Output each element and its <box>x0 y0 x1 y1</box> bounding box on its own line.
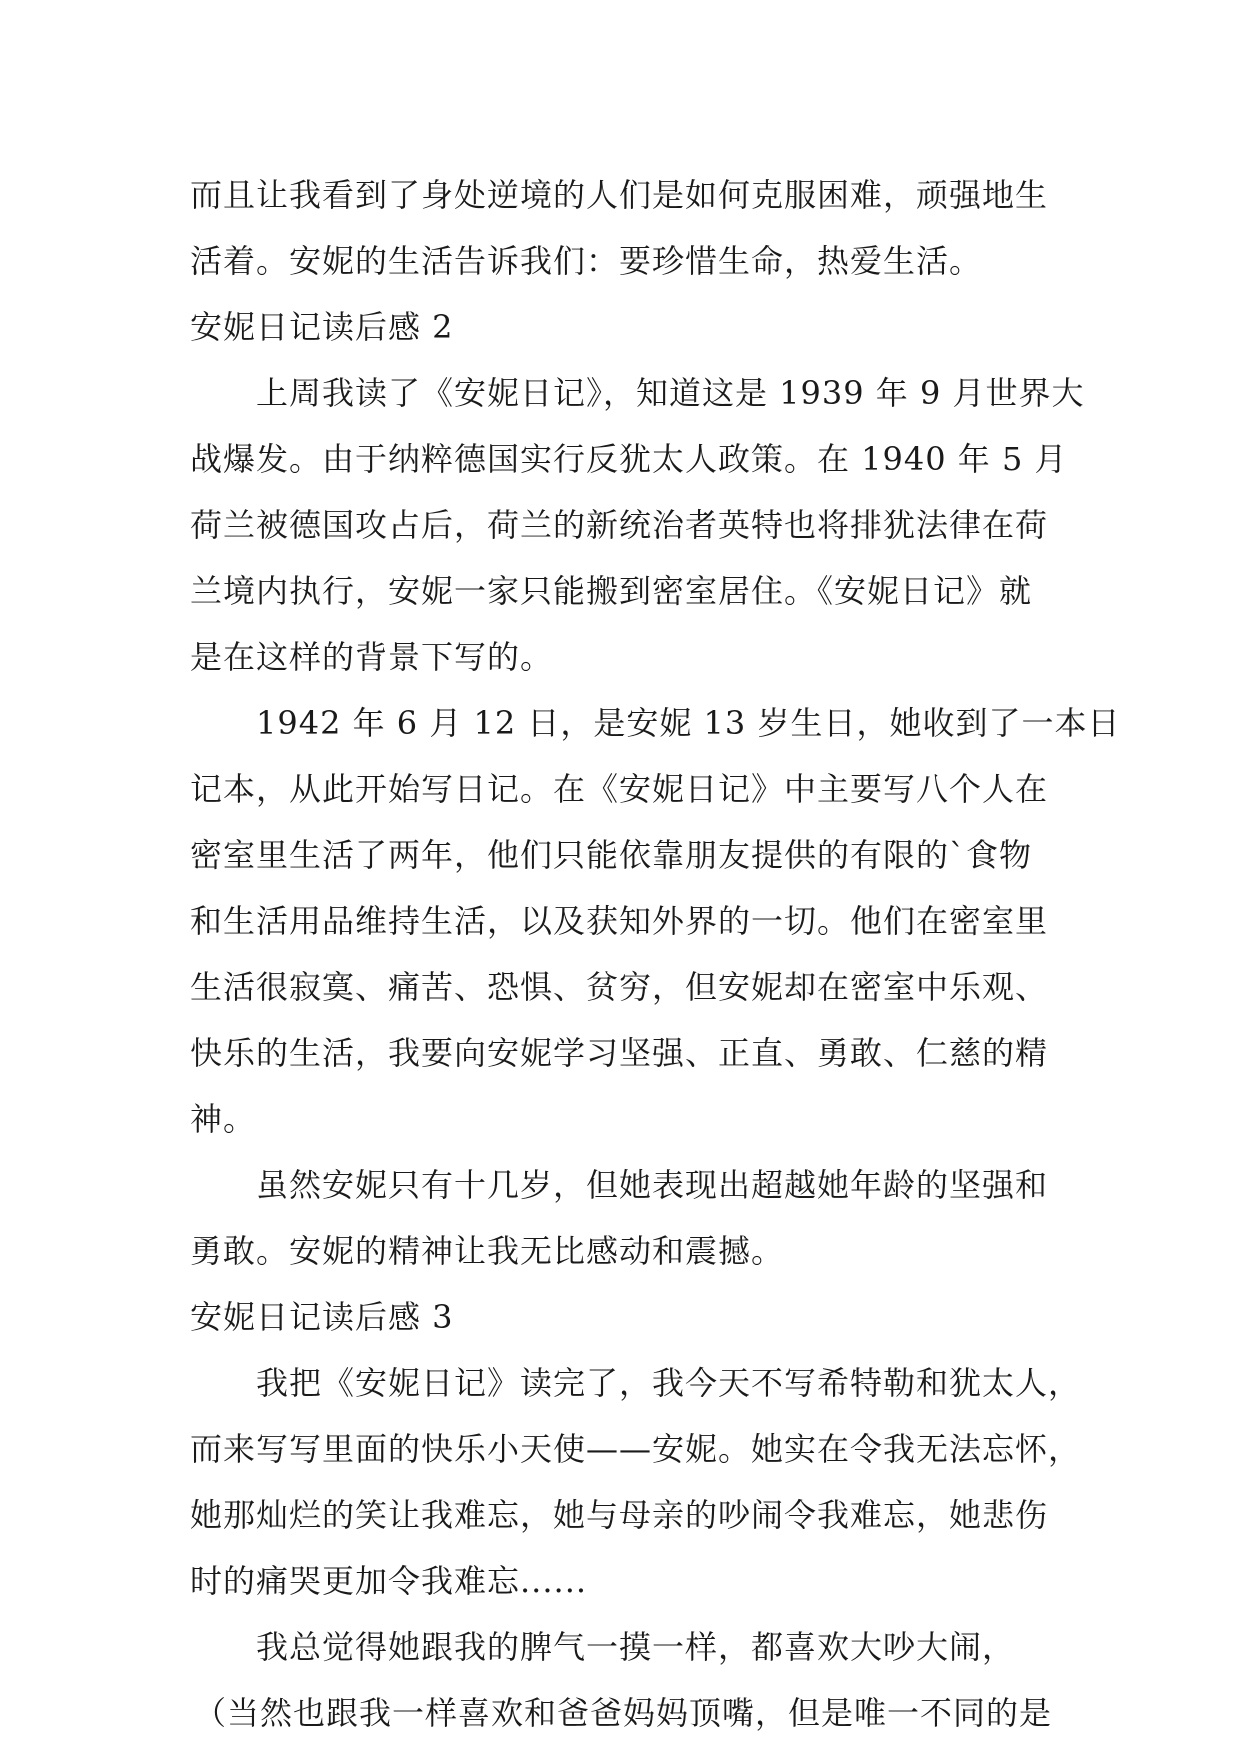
section-heading: 安妮日记读后感 3 <box>190 1298 454 1336</box>
paragraph-line: 我把《安妮日记》读完了，我今天不写希特勒和犹太人， <box>256 1364 1082 1402</box>
paragraph-line: 1942 年 6 月 12 日，是安妮 13 岁生日，她收到了一本日 <box>256 704 1121 742</box>
paragraph-line: 虽然安妮只有十几岁，但她表现出超越她年龄的坚强和 <box>256 1166 1049 1204</box>
paragraph-line: 神。 <box>190 1100 257 1138</box>
paragraph-line: 她那灿烂的笑让我难忘，她与母亲的吵闹令我难忘，她悲伤 <box>190 1496 1049 1534</box>
paragraph-line: 上周我读了《安妮日记》，知道这是 1939 年 9 月世界大 <box>256 374 1085 412</box>
paragraph-line: 时的痛哭更加令我难忘...... <box>190 1562 588 1600</box>
paragraph-line: 勇敢。安妮的精神让我无比感动和震撼。 <box>190 1232 785 1270</box>
paragraph-line: 兰境内执行，安妮一家只能搬到密室居住。《安妮日记》就 <box>190 572 1033 610</box>
paragraph-line: 战爆发。由于纳粹德国实行反犹太人政策。在 1940 年 5 月 <box>190 440 1068 478</box>
paragraph-line: 和生活用品维持生活，以及获知外界的一切。他们在密室里 <box>190 902 1049 940</box>
paragraph-line: 快乐的生活，我要向安妮学习坚强、正直、勇敢、仁慈的精 <box>190 1034 1049 1072</box>
paragraph-line: 密室里生活了两年，他们只能依靠朋友提供的有限的`食物 <box>190 836 1033 874</box>
document-body <box>190 162 1121 1746</box>
paragraph-line: 活着。安妮的生活告诉我们：要珍惜生命，热爱生活。 <box>190 242 983 280</box>
paragraph-line: （当然也跟我一样喜欢和爸爸妈妈顶嘴，但是唯一不同的是 <box>194 1694 1053 1732</box>
section-heading: 安妮日记读后感 2 <box>190 308 454 346</box>
paragraph-line: 而来写写里面的快乐小天使——安妮。她实在令我无法忘怀， <box>190 1430 1082 1468</box>
paragraph-line: 是在这样的背景下写的。 <box>190 638 554 676</box>
paragraph-line: 记本，从此开始写日记。在《安妮日记》中主要写八个人在 <box>190 770 1049 808</box>
paragraph-line: 荷兰被德国攻占后，荷兰的新统治者英特也将排犹法律在荷 <box>190 506 1049 544</box>
paragraph-line: 而且让我看到了身处逆境的人们是如何克服困难，顽强地生 <box>190 176 1049 214</box>
paragraph-line: 我总觉得她跟我的脾气一摸一样，都喜欢大吵大闹， <box>256 1628 1016 1666</box>
paragraph-line: 生活很寂寞、痛苦、恐惧、贫穷，但安妮却在密室中乐观、 <box>190 968 1049 1006</box>
